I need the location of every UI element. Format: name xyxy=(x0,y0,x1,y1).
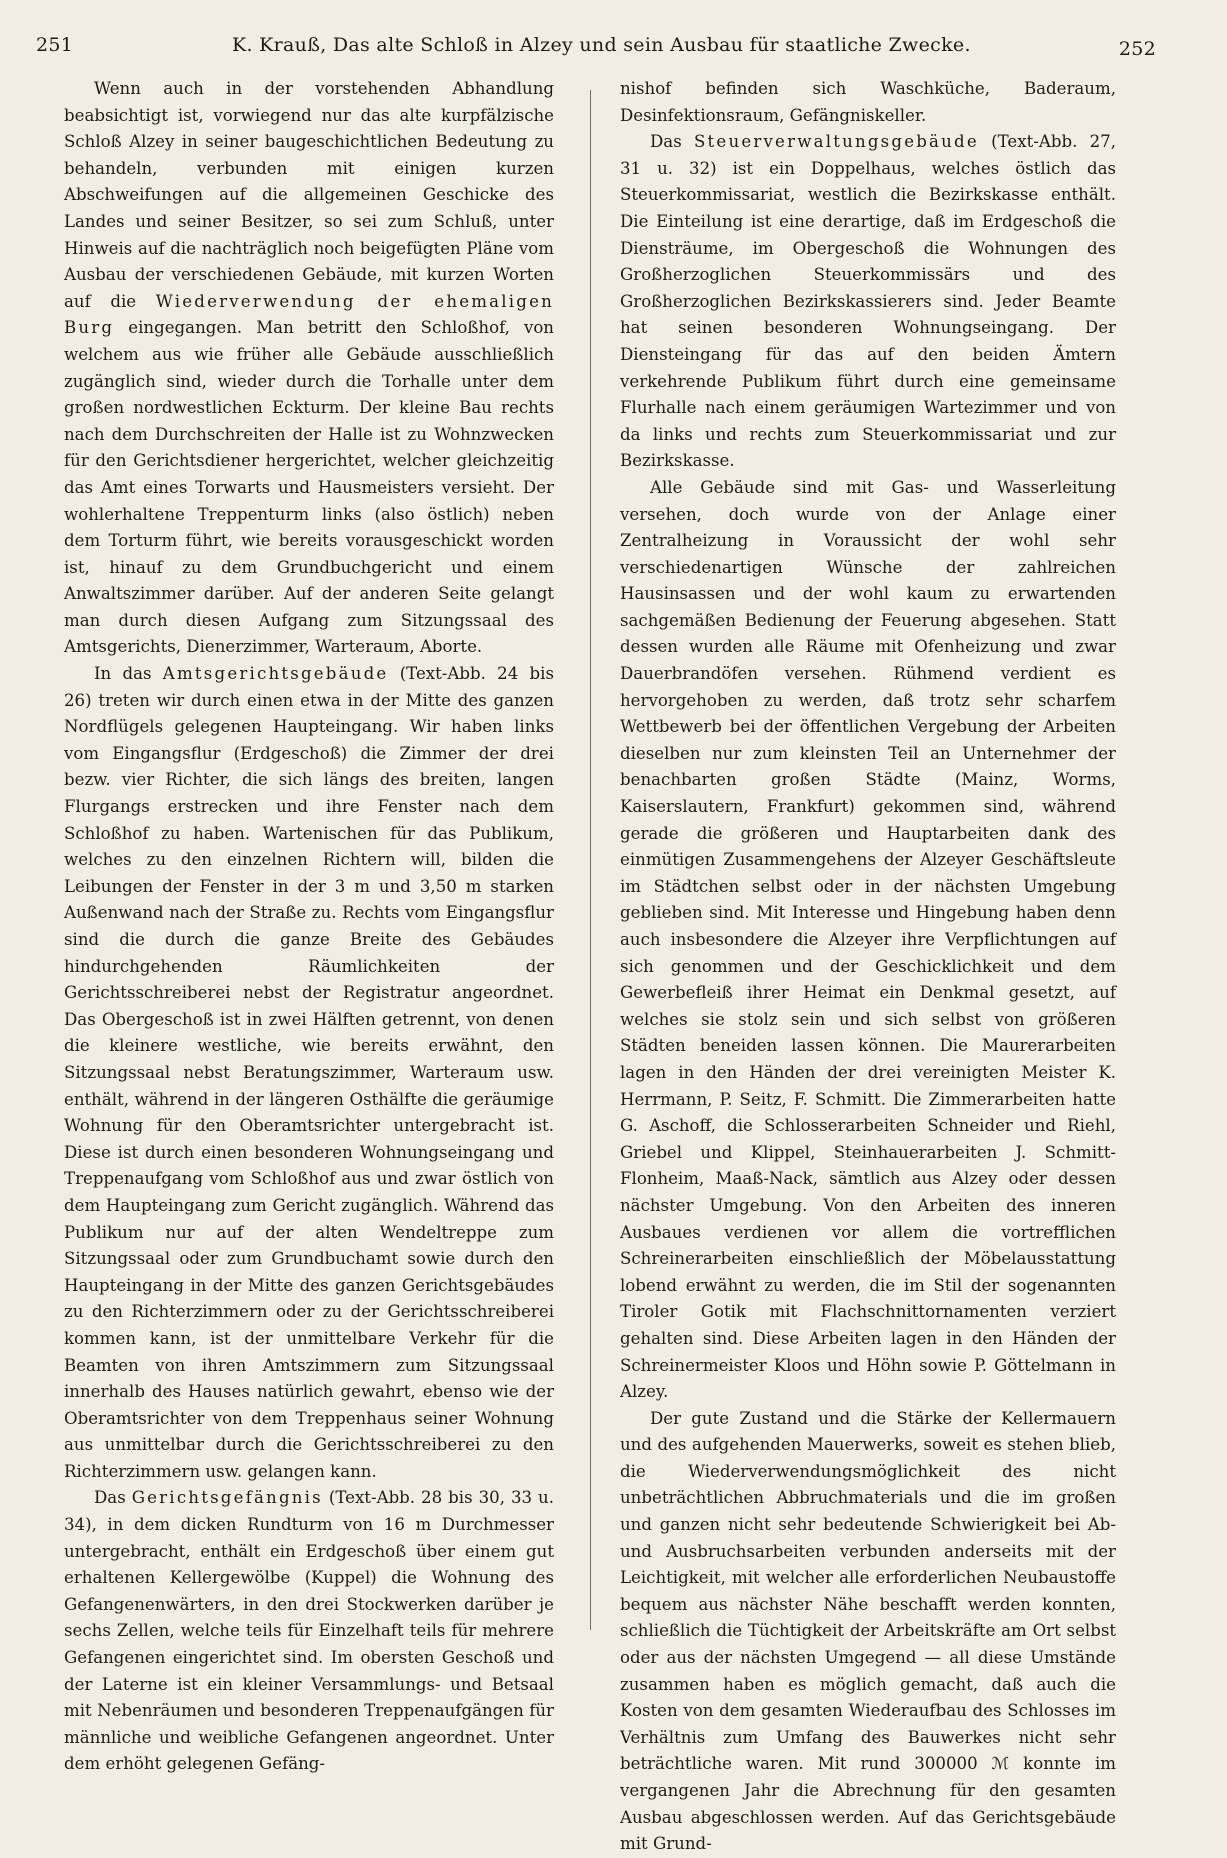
running-title: K. Krauß, Das alte Schloß in Alzey und sein Ausbau für staatliche Zwecke. xyxy=(232,34,971,56)
left-column xyxy=(64,76,554,1778)
paragraph: Das Steuerverwaltungsgebäude (Text-Abb. 27, 31 u. 32) ist ein Doppelhaus, welches östlich das Steuerkommissariat, westlich die Bezirkskasse enthält. Die Einteilung ist eine derartige, daß im Erdgeschoß die Diensträume, im Obergeschoß die Wohnungen des Großherzoglichen Steuerkommissärs und des Großherzoglichen Bezirkskassierers sind. Jeder Beamte hat seinen besonderen Wohnungseingang. Der Diensteingang für das auf den beiden Ämtern verkehrende Publikum führt durch eine gemeinsame Flurhalle nach einem geräumigen Wartezimmer und von da links und rechts zum Steuerkommissariat und zur Bezirkskasse. xyxy=(620,132,1117,471)
paragraph: Der gute Zustand und die Stärke der Kellermauern und des aufgehenden Mauerwerks, soweit es stehen blieb, die Wiederverwendungsmöglichkeit des nicht unbeträchtlichen Abbruchmaterials und die im großen und ganzen nicht sehr bedeutende Schwierigkeit bei Ab- und Ausbruchsarbeiten verbunden anderseits mit der Leichtigkeit, mit welcher alle erforderlichen Neubaustoffe bequem aus nächster Nähe beschafft werden konnten, schließlich die Tüchtigkeit der Arbeitskräfte am Ort selbst oder aus der nächsten Umgegend — all diese Umstände zusammen haben es möglich gemacht, daß auch die Kosten von dem gesamten Wiederaufbau des Schlosses im Verhältnis zum Umfang des Bauwerkes nicht sehr beträchtliche waren. Mit rund 300000 ℳ konnte im vergangenen Jahr die Abrechnung für den gesamten Ausbau abgeschlossen werden. Auf das Gerichtsgebäude mit Grund- xyxy=(620,1408,1116,1854)
paragraph: Wenn auch in der vorstehenden Abhandlung beabsichtigt ist, vorwiegend nur das alte kurpfälzische Schloß Alzey in seiner baugeschichtlichen Bedeutung zu behandeln, verbunden mit einigen kurzen Abschweifungen auf die allgemeinen Geschicke des Landes und seiner Besitzer, so sei zum Schluß, unter Hinweis auf die nachträglich noch beigefügten Pläne vom Ausbau der verschiedenen Gebäude, mit kurzen Worten auf die Wiederverwendung der ehemaligen Burg eingegangen. Man betritt den Schloßhof, von welchem aus wie früher alle Gebäude ausschließlich zugänglich sind, wieder durch die Torhalle unter dem großen nordwestlichen Eckturm. Der kleine Bau rechts nach dem Durchschreiten der Halle ist zu Wohnzwecken für den Gerichtsdiener hergerichtet, welcher gleichzeitig das Amt eines Torwarts und Hausmeisters versieht. Der wohlerhaltene Treppenturm links (also östlich) neben dem Torturm führt, wie bereits vorausgeschickt worden ist, hinauf zu dem Grundbuchgericht und einem Anwaltszimmer darüber. Auf der anderen Seite gelangt man durch diesen Aufgang zum Sitzungssaal des Amtsgerichts, Dienerzimmer, Warteraum, Aborte. xyxy=(64,79,555,657)
column-divider xyxy=(590,90,591,1630)
paragraph: In das Amtsgerichtsgebäude (Text-Abb. 24 bis 26) treten wir durch einen etwa in der Mitte des ganzen Nordflügels gelegenen Haupteingang. Wir haben links vom Eingangsflur (Erdgeschoß) die Zimmer der drei bezw. vier Richter, die sich längs des breiten, langen Flurgangs erstrecken und ihre Fenster nach dem Schloßhof zu haben. Wartenischen für das Publikum, welches zu den einzelnen Richtern will, bilden die Leibungen der Fenster in der 3 m und 3,50 m starken Außenwand nach der Straße zu. Rechts vom Eingangsflur sind die durch die ganze Breite des Gebäudes hindurchgehenden Räumlichkeiten der Gerichtsschreiberei nebst der Registratur angeordnet. Das Obergeschoß ist in zwei Hälften getrennt, von denen die kleinere westliche, wie bereits erwähnt, den Sitzungssaal nebst Beratungszimmer, Warteraum usw. enthält, während in der längeren Osthälfte die geräumige Wohnung für den Oberamtsrichter untergebracht ist. Diese ist durch einen besonderen Wohnungseingang und Treppenaufgang vom Schloßhof aus und zwar östlich von dem Haupteingang zum Gericht zugänglich. Während das Publikum nur auf der alten Wendeltreppe zum Sitzungssaal oder zum Grundbuchamt sowie durch den Haupteingang in der Mitte des ganzen Gerichtsgebäudes zu den Richterzimmern oder zu der Gerichtsschreiberei kommen kann, ist der unmittelbare Verkehr für die Beamten von ihren Amtszimmern zum Sitzungssaal innerhalb des Hauses natürlich gewahrt, ebenso wie der Oberamtsrichter von dem Treppenhaus seiner Wohnung aus unmittelbar durch die Gerichtsschreiberei zu den Richterzimmern usw. gelangen kann. xyxy=(64,664,554,1481)
paragraph: Das Gerichtsgefängnis (Text-Abb. 28 bis 30, 33 u. 34), in dem dicken Rundturm von 16 m Durchmesser untergebracht, enthält ein Erdgeschoß über einem gut erhaltenen Kellergewölbe (Kuppel) die Wohnung des Gefangenenwärters, in den drei Stockwerken darüber je sechs Zellen, welche teils für Einzelhaft teils für mehrere Gefangenen eingerichtet sind. Im obersten Geschoß und der Laterne ist ein kleiner Versammlungs- und Betsaal mit Nebenräumen und besonderen Treppenaufgängen für männliche und weibliche Gefangenen angeordnet. Unter dem erhöht gelegenen Gefäng- xyxy=(64,1488,554,1774)
page-number-right: 252 xyxy=(1118,38,1156,60)
spaced-emphasis: Wiederverwendung der ehemaligen Burg xyxy=(64,291,555,338)
spaced-emphasis: Steuerverwaltungsgebäude xyxy=(693,132,979,152)
paragraph: nishof befinden sich Waschküche, Baderaum, Desinfektionsraum, Gefängniskeller. xyxy=(620,79,1116,125)
paragraph: Alle Gebäude sind mit Gas- und Wasserleitung versehen, doch wurde von der Anlage einer Zentralheizung in Voraussicht der wohl sehr verschiedenartigen Wünsche der zahlreichen Hausinsassen und der wohl kaum zu erwartenden sachgemäßen Bedienung der Feuerung abgesehen. Statt dessen wurden alle Räume mit Ofenheizung und zwar Dauerbrandöfen versehen. Rühmend verdient es hervorgehoben zu werden, daß trotz sehr scharfem Wettbewerb bei der öffentlichen Vergebung der Arbeiten dieselben nur zum kleinsten Teil an Unternehmer der benachbarten großen Städte (Mainz, Worms, Kaiserslautern, Frankfurt) gekommen sind, während gerade die größeren und Hauptarbeiten dank des einmütigen Zusammengehens der Alzeyer Geschäftsleute im Städtchen selbst oder in der nächsten Umgebung geblieben sind. Mit Interesse und Hingebung haben denn auch insbesondere die Alzeyer ihre Verpflichtungen auf sich genommen und der Geschicklichkeit und dem Gewerbefleiß ihrer Heimat ein Denkmal gesetzt, auf welches sie stolz sein und sich selbst von größeren Städten beneiden lassen können. Die Maurerarbeiten lagen in den Händen der drei vereinigten Meister K. Herrmann, P. Seitz, F. Schmitt. Die Zimmerarbeiten hatte G. Aschoff, die Schlosserarbeiten Schneider und Riehl, Griebel und Klippel, Steinhauerarbeiten J. Schmitt-Flonheim, Maaß-Nack, sämtlich aus Alzey oder dessen nächster Umgebung. Von den Arbeiten des inneren Ausbaues verdienen vor allem die vortrefflichen Schreinerarbeiten einschließlich der Möbelausstattung lobend erwähnt zu werden, die im Stil der sogenannten Tiroler Gotik mit Flachschnittornamenten verziert gehalten sind. Diese Arbeiten lagen in den Händen der Schreinermeister Kloos und Höhn sowie P. Göttelmann in Alzey. xyxy=(620,477,1116,1402)
spaced-emphasis: Gerichtsgefängnis xyxy=(131,1488,323,1508)
running-header xyxy=(36,34,1156,64)
spaced-emphasis: Amtsgerichtsgebäude xyxy=(162,664,389,684)
page-number-left: 251 xyxy=(36,34,74,56)
right-column xyxy=(620,76,1116,1858)
